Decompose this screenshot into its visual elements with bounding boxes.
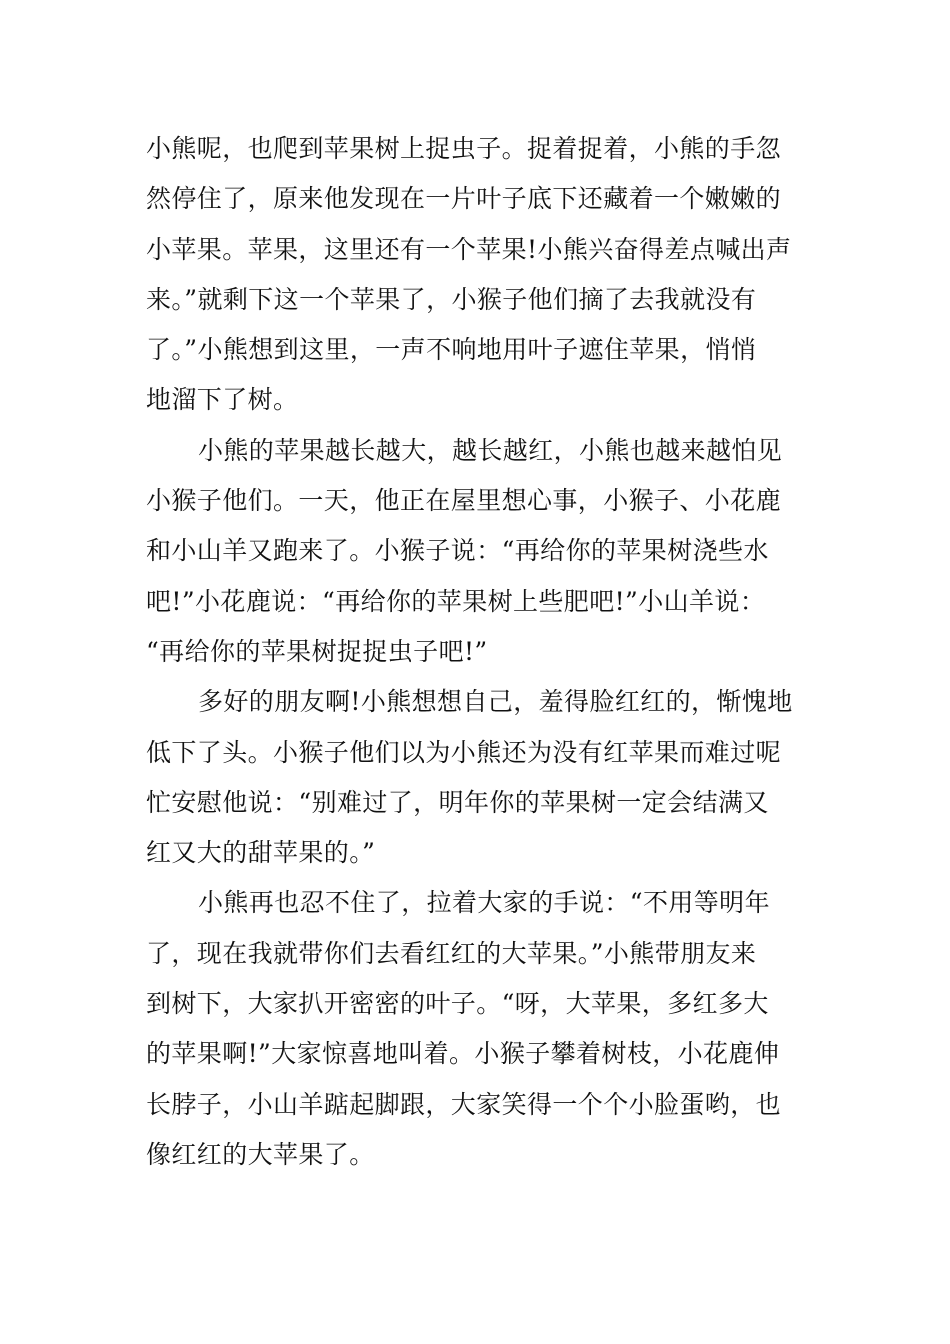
text-line: 忙安慰他说：“别难过了，明年你的苹果树一定会结满又 — [146, 787, 769, 817]
text-line: 小熊呢，也爬到苹果树上捉虫子。捉着捉着，小熊的手忽 — [146, 134, 782, 163]
text-line: 和小山羊又跑来了。小猴子说：“再给你的苹果树浇些水 — [146, 536, 769, 566]
paragraph — [146, 426, 836, 677]
text-line: 多好的朋友啊!小熊想想自己，羞得脸红红的，惭愧地 — [198, 687, 793, 717]
text-line: 长脖子，小山羊踮起脚跟，大家笑得一个个小脸蛋哟，也 — [146, 1089, 782, 1119]
text-line: 了，现在我就带你们去看红红的大苹果。”小熊带朋友来 — [146, 938, 757, 968]
paragraph — [146, 878, 836, 1180]
text-line: 低下了头。小猴子他们以为小熊还为没有红苹果而难过呢 — [146, 737, 782, 767]
text-line: 了。”小熊想到这里，一声不响地用叶子遮住苹果，悄悄 — [146, 335, 757, 365]
text-line: 小熊的苹果越长越大，越长越红，小熊也越来越怕见 — [198, 435, 783, 465]
story-text — [146, 124, 836, 1180]
text-line: 的苹果啊!”大家惊喜地叫着。小猴子攀着树枝，小花鹿伸 — [146, 1039, 780, 1069]
text-line: 来。”就剩下这一个苹果了，小猴子他们摘了去我就没有 — [146, 284, 757, 314]
text-line: 小苹果。苹果，这里还有一个苹果!小熊兴奋得差点喊出声 — [146, 234, 792, 264]
text-line: 地溜下了树。 — [146, 385, 299, 415]
paragraph — [146, 677, 836, 878]
text-line: 小熊再也忍不住了，拉着大家的手说：“不用等明年 — [198, 888, 770, 918]
text-line: 吧!”小花鹿说：“再给你的苹果树上些肥吧!”小山羊说： — [146, 586, 766, 616]
text-line: 小猴子他们。一天，他正在屋里想心事，小猴子、小花鹿 — [146, 486, 782, 516]
text-line: 红又大的甜苹果的。” — [146, 838, 376, 868]
text-line: 然停住了，原来他发现在一片叶子底下还藏着一个嫩嫩的 — [146, 184, 782, 214]
text-line: “再给你的苹果树捉捉虫子吧!” — [146, 636, 488, 666]
paragraph — [146, 124, 836, 426]
text-line: 到树下，大家扒开密密的叶子。“呀，大苹果，多红多大 — [146, 989, 769, 1019]
text-line: 像红红的大苹果了。 — [146, 1139, 375, 1169]
